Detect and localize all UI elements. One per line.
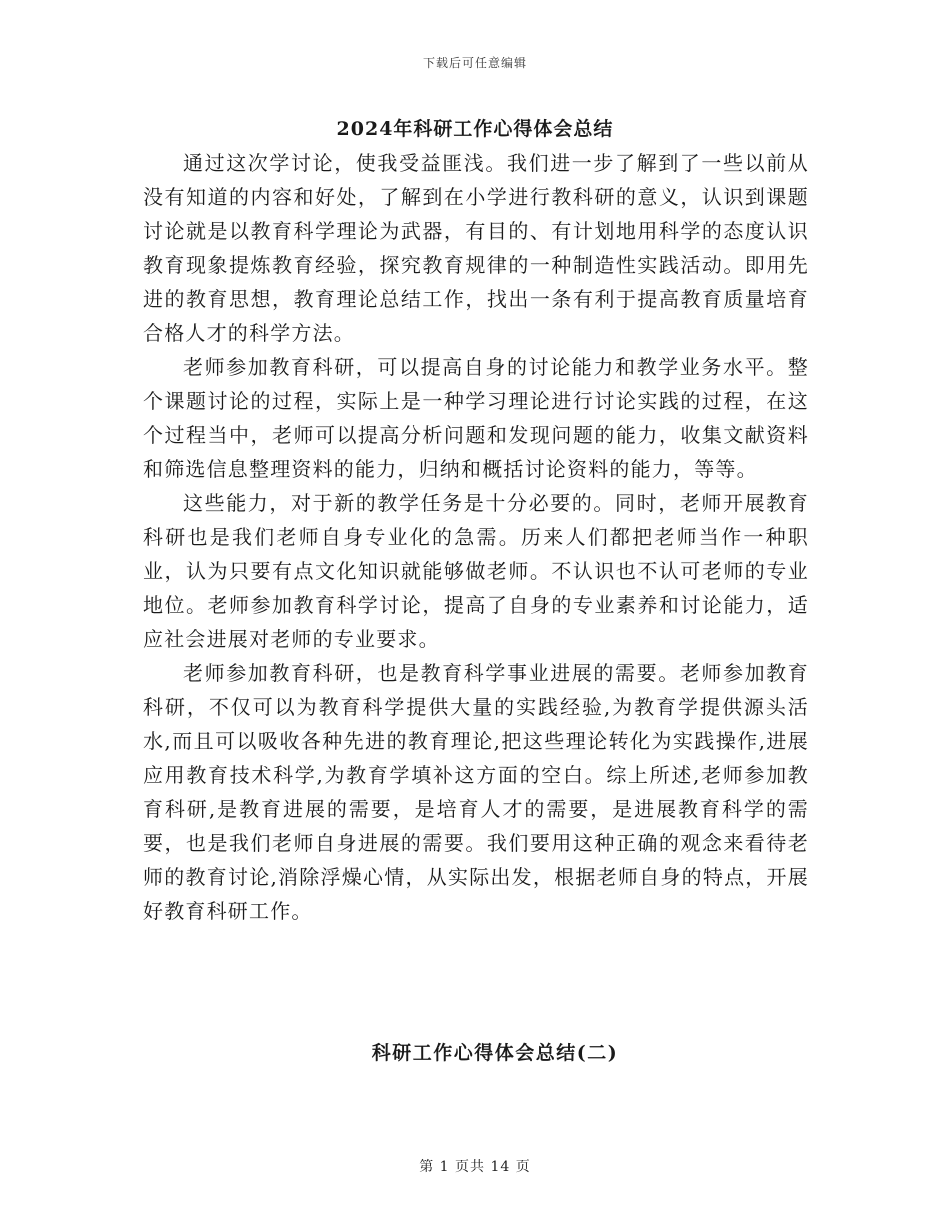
page-number-footer: 第 1 页共 14 页 — [419, 1159, 531, 1175]
paragraph: 这些能力，对于新的教学任务是十分必要的。同时，老师开展教育科研也是我们老师自身专业化的急需。历来人们都把老师当作一种职业，认为只要有点文化知识就能够做老师。不认识也不认可老师的专业地位。老师参加教育科学讨论，提高了自身的专业素养和讨论能力，适应社会进展对老师的专业要求。 — [143, 491, 809, 651]
paragraph: 老师参加教育科研，可以提高自身的讨论能力和教学业务水平。整个课题讨论的过程，实际上是一种学习理论进行讨论实践的过程，在这个过程当中，老师可以提高分析问题和发现问题的能力，收集文献资料和筛选信息整理资料的能力，归纳和概括讨论资料的能力，等等。 — [143, 355, 809, 481]
page-header-note: 下载后可任意编辑 — [422, 56, 527, 70]
section-title: 科研工作心得体会总结(二) — [371, 1042, 619, 1064]
paragraph: 老师参加教育科研，也是教育科学事业进展的需要。老师参加教育科研，不仅可以为教育科学提供大量的实践经验,为教育学提供源头活水,而且可以吸收各种先进的教育理论,把这些理论转化为实践操作,进展应用教育技术科学,为教育学填补这方面的空白。综上所述,老师参加教育科研,是教育进展的需要，是培育人才的需要，是进展教育科学的需要，也是我们老师自身进展的需要。我们要用这种正确的观念来看待老师的教育讨论,消除浮燥心情，从实际出发，根据老师自身的特点，开展好教育科研工作。 — [143, 661, 809, 923]
document-body — [143, 146, 809, 928]
paragraph: 通过这次学讨论，使我受益匪浅。我们进一步了解到了一些以前从没有知道的内容和好处，了解到在小学进行教科研的意义，认识到课题讨论就是以教育科学理论为武器，有目的、有计划地用科学的态度认识教育现象提炼教育经验，探究教育规律的一种制造性实践活动。即用先进的教育思想，教育理论总结工作，找出一条有利于提高教育质量培育合格人才的科学方法。 — [143, 151, 809, 345]
document-title: 2024年科研工作心得体会总结 — [336, 118, 614, 140]
